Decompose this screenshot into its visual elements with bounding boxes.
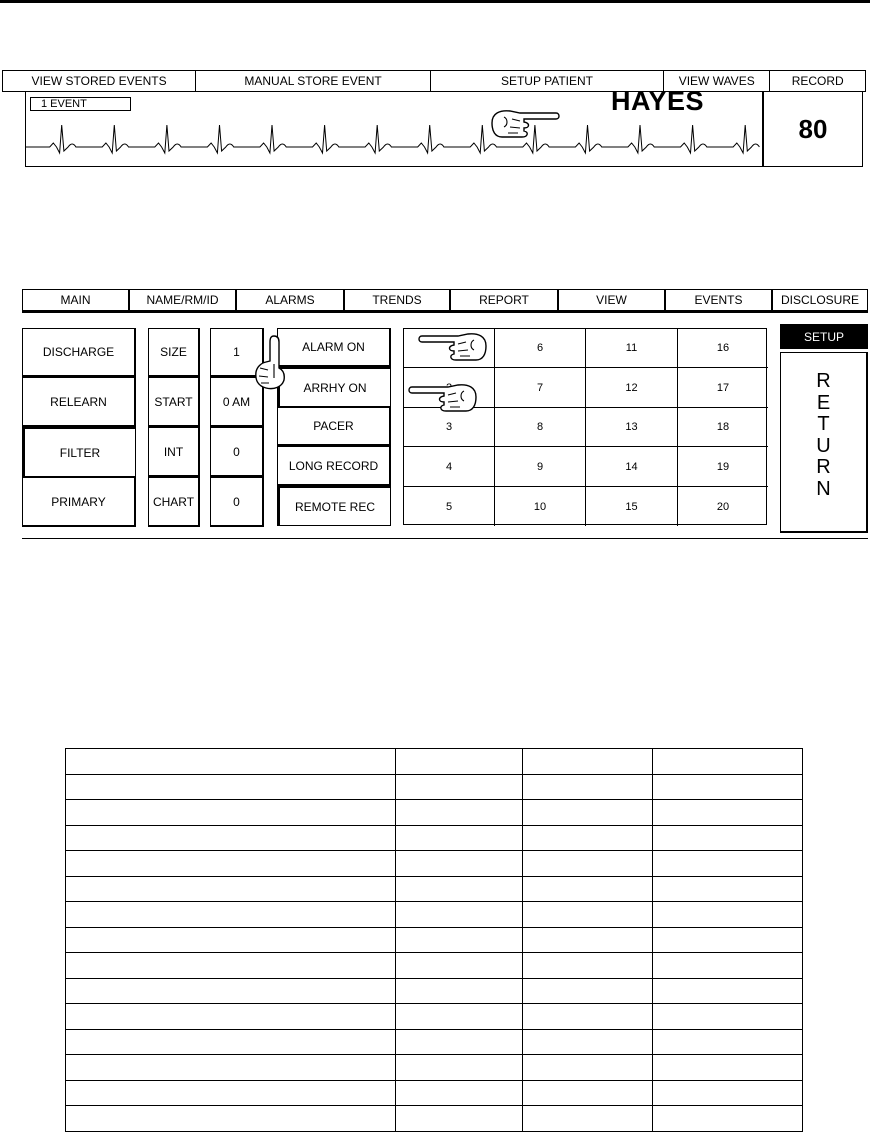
table-row: [66, 800, 803, 826]
return-label: [781, 371, 866, 500]
table-cell: [66, 749, 396, 775]
chart-label-button[interactable]: CHART: [148, 477, 200, 527]
tab-alarms[interactable]: ALARMS: [237, 290, 345, 312]
grid-cell[interactable]: 20: [716, 500, 730, 513]
table-cell: [523, 1106, 653, 1132]
table-cell: [653, 1029, 803, 1055]
table-cell: [66, 1004, 396, 1030]
discharge-button[interactable]: DISCHARGE: [22, 328, 136, 377]
table-cell: [523, 1080, 653, 1106]
table-cell: [395, 953, 523, 979]
return-letter: N: [816, 477, 831, 500]
grid-cell[interactable]: 5: [404, 487, 495, 526]
table-cell: [653, 1106, 803, 1132]
table-row: [66, 1055, 803, 1081]
table-cell: [395, 902, 523, 928]
table-cell: [523, 1004, 653, 1030]
table-cell: [523, 902, 653, 928]
grid-cell[interactable]: 9: [495, 447, 586, 487]
table-row: [66, 749, 803, 775]
return-letter: R: [816, 370, 831, 392]
table-row: [66, 1029, 803, 1055]
int-label-button[interactable]: INT: [148, 427, 200, 477]
finger-up-hand-icon: [252, 334, 288, 392]
tab-events[interactable]: EVENTS: [666, 290, 773, 312]
table-cell: [395, 1029, 523, 1055]
table-cell: [395, 851, 523, 877]
table-row: [66, 902, 803, 928]
grid-cell[interactable]: 12: [586, 368, 678, 408]
table-cell: [653, 800, 803, 826]
table-cell: [395, 1106, 523, 1132]
grid-cell[interactable]: 16: [678, 329, 768, 368]
table-cell: [66, 1029, 396, 1055]
top-rule: [0, 0, 870, 3]
tab-name-rm-id[interactable]: NAME/RM/ID: [130, 290, 237, 312]
table-cell: [523, 851, 653, 877]
table-row: [66, 774, 803, 800]
setup-patient-button[interactable]: SETUP PATIENT: [431, 71, 664, 91]
table-cell: [653, 1004, 803, 1030]
table-cell: [66, 1106, 396, 1132]
grid-cell[interactable]: 8: [495, 408, 586, 447]
table-row: [66, 1106, 803, 1132]
table-cell: [66, 1055, 396, 1081]
chart-value[interactable]: 0: [210, 477, 264, 527]
table-cell: [653, 825, 803, 851]
table-cell: [395, 1080, 523, 1106]
grid-cell[interactable]: 7: [495, 368, 586, 408]
table-row: [66, 953, 803, 979]
relearn-button[interactable]: RELEARN: [22, 377, 136, 427]
grid-cell[interactable]: 11: [586, 329, 678, 368]
table-cell: [653, 749, 803, 775]
table-cell: [523, 749, 653, 775]
heart-rate-value: 80: [763, 92, 863, 167]
table-cell: [523, 1055, 653, 1081]
panel-bottom-rule: [22, 538, 868, 539]
grid-cell[interactable]: 3: [404, 408, 495, 447]
table-cell: [66, 1080, 396, 1106]
table-cell: [395, 774, 523, 800]
grid-cell[interactable]: 13: [586, 408, 678, 447]
table-cell: [653, 927, 803, 953]
table-row: [66, 876, 803, 902]
table-cell: [395, 825, 523, 851]
size-label-button[interactable]: SIZE: [148, 328, 200, 377]
start-value[interactable]: 0 AM: [210, 377, 264, 427]
pacer-button[interactable]: PACER: [277, 407, 391, 446]
table-row: [66, 825, 803, 851]
record-button[interactable]: RECORD: [791, 74, 844, 88]
table-cell: [653, 1080, 803, 1106]
top-menu-bar: [2, 70, 866, 92]
table-row: [66, 978, 803, 1004]
grid-cell[interactable]: 18: [678, 408, 768, 447]
table-cell: [66, 825, 396, 851]
tab-trends[interactable]: TRENDS: [345, 290, 451, 312]
table-cell: [523, 1029, 653, 1055]
manual-store-event-button[interactable]: MANUAL STORE EVENT: [196, 71, 431, 91]
ecg-trace: [26, 115, 762, 160]
size-value[interactable]: 1: [210, 328, 264, 377]
grid-cell[interactable]: 4: [404, 447, 495, 487]
table-cell: [653, 902, 803, 928]
table-cell: [66, 978, 396, 1004]
tab-report[interactable]: REPORT: [451, 290, 559, 312]
table-cell: [523, 927, 653, 953]
table-cell: [395, 1055, 523, 1081]
table-cell: [653, 1055, 803, 1081]
table-cell: [653, 851, 803, 877]
table-cell: [523, 800, 653, 826]
pointing-hand-icon: [408, 381, 478, 415]
table-cell: [66, 800, 396, 826]
return-letter: T: [817, 413, 830, 435]
primary-button[interactable]: PRIMARY: [22, 477, 136, 527]
grid-cell[interactable]: 10: [495, 487, 586, 526]
tab-disclosure[interactable]: DISCLOSURE: [773, 290, 867, 312]
table-cell: [395, 1004, 523, 1030]
table-cell: [66, 851, 396, 877]
long-record-button[interactable]: LONG RECORD: [277, 446, 391, 486]
table-cell: [66, 927, 396, 953]
table-cell: [523, 978, 653, 1004]
view-waves-button[interactable]: VIEW WAVES: [664, 71, 771, 91]
remote-rec-button[interactable]: REMOTE REC: [277, 486, 391, 526]
tab-view[interactable]: VIEW: [559, 290, 666, 312]
table-cell: [395, 927, 523, 953]
grid-cell[interactable]: 15: [586, 487, 678, 526]
table-cell: [653, 876, 803, 902]
arrhy-on-button[interactable]: ARRHY ON: [277, 367, 391, 407]
table-row: [66, 851, 803, 877]
tab-bar: [22, 289, 868, 313]
return-button[interactable]: [780, 352, 868, 533]
table-cell: [523, 953, 653, 979]
tab-main[interactable]: MAIN: [23, 290, 130, 312]
table-cell: [653, 953, 803, 979]
table-cell: [66, 876, 396, 902]
int-value[interactable]: 0: [210, 427, 264, 477]
table-cell: [523, 876, 653, 902]
table-cell: [66, 953, 396, 979]
table-cell: [395, 978, 523, 1004]
table-cell: [653, 774, 803, 800]
pointing-hand-icon: [418, 330, 488, 364]
view-stored-events-button[interactable]: VIEW STORED EVENTS: [3, 71, 196, 91]
table-cell: [66, 902, 396, 928]
table-row: [66, 1004, 803, 1030]
grid-cell[interactable]: 14: [586, 447, 678, 487]
start-label-button[interactable]: START: [148, 377, 200, 427]
table-cell: [653, 978, 803, 1004]
setup-button[interactable]: SETUP: [780, 324, 868, 349]
table-cell: [395, 876, 523, 902]
table-row: [66, 927, 803, 953]
event-count-label: 1 EVENT: [30, 97, 131, 111]
table-cell: [395, 800, 523, 826]
grid-cell[interactable]: 6: [495, 329, 586, 368]
table-cell: [66, 774, 396, 800]
table-row: [66, 1080, 803, 1106]
grid-cell[interactable]: 17: [678, 368, 768, 408]
table-cell: [395, 749, 523, 775]
table-cell: [523, 774, 653, 800]
filter-button[interactable]: FILTER: [22, 427, 136, 477]
return-letter: R: [816, 456, 831, 478]
table-cell: [523, 825, 653, 851]
alarm-on-button[interactable]: ALARM ON: [277, 328, 391, 367]
grid-cell[interactable]: 19: [678, 447, 768, 487]
patient-name: HAYES: [611, 86, 705, 116]
pointing-hand-icon: [490, 107, 562, 141]
return-letter: U: [816, 434, 831, 457]
blank-data-table: [65, 748, 803, 1132]
return-letter: E: [816, 391, 831, 414]
